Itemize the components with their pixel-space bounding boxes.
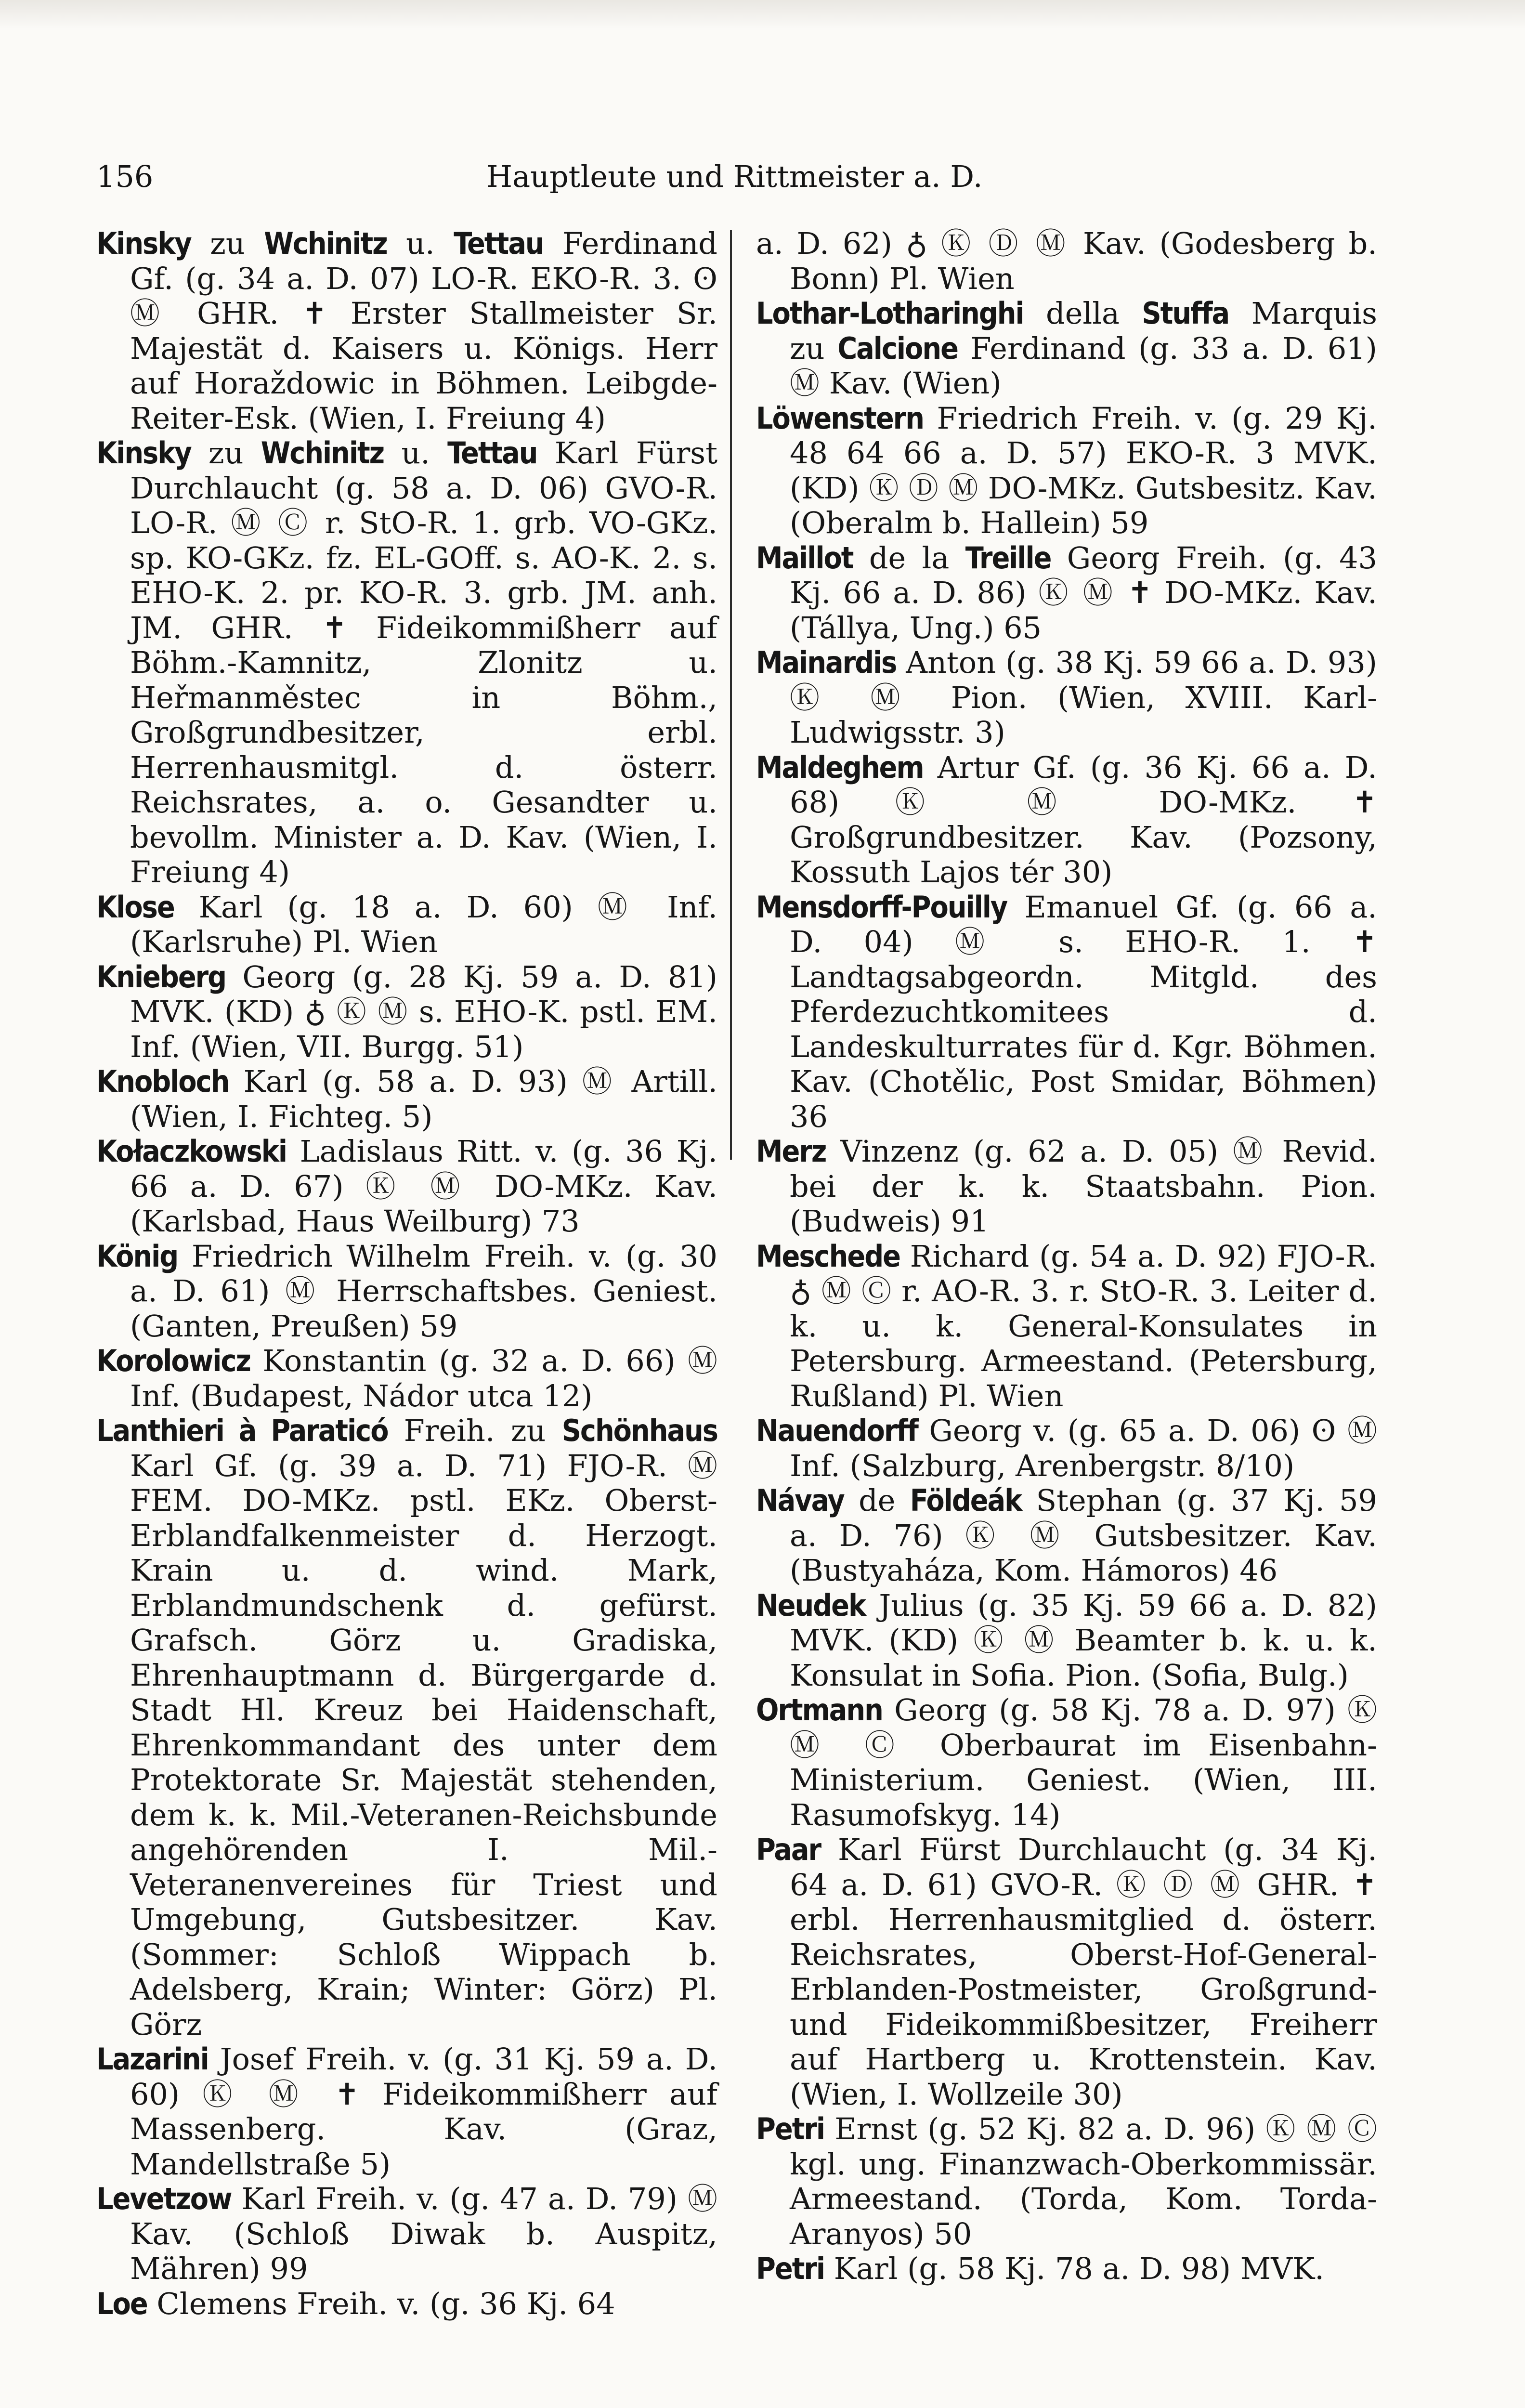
entry-name: Wchinitz [264,226,387,261]
entry-text: Clemens Freih. v. (g. 36 Kj. 64 [147,2286,615,2321]
entry-name: König [96,1238,178,1274]
entry-name: Knieberg [96,959,226,995]
entry [756,401,1377,541]
entry-name: Neudek [756,1587,866,1623]
entry-text: Georg Freih. (g. 43 Kj. 66 a. D. 86) Ⓚ Ⓜ ✝ DO-MKz. Kav. (Tállya, Ung.) 65 [790,540,1378,645]
entry-text: Georg (g. 28 Kj. 59 a. D. 81) MVK. (KD) ♁ Ⓚ Ⓜ s. EHO-K. pstl. EM. Inf. (Wien, VII. Burgg. 51) [130,959,717,1064]
entry [756,1693,1377,1832]
entry [96,890,717,960]
entry-name: Stuffa [1142,296,1229,331]
entry-text: Artur Gf. (g. 36 Kj. 66 a. D. 68) Ⓚ Ⓜ DO-MKz. ✝ Großgrundbesitzer. Kav. (Pozsony, Kossuth Lajos tér 30) [790,749,1377,890]
entry-name: Lothar-Lotharinghi [756,296,1024,331]
page-header [96,159,1445,202]
right-column [756,226,1377,2287]
entry-text: Ladislaus Ritt. v. (g. 36 Kj. 66 a. D. 67) Ⓚ Ⓜ DO-MKz. Kav. (Karlsbad, Haus Weilburg) 73 [130,1134,717,1239]
entry-text: Karl (g. 18 a. D. 60) Ⓜ Inf. (Karlsruhe) Pl. Wien [130,889,717,959]
entry-name: Petri [756,2111,825,2146]
entry-text: Karl Fürst Durchlaucht (g. 58 a. D. 06) GVO-R. LO-R. Ⓜ Ⓒ r. StO-R. 1. grb. VO-GKz. sp. KO-GKz. fz. EL-GOff. s. AO-K. 2. s. EHO-K. 2. pr. KO-R. 3. grb. JM. anh. JM. GHR. ✝ Fideikommißherr auf Böhm.-Kamnitz, Zlonitz u. Heřmanměstec in Böhm., Großgrundbesitzer, erbl. Herrenhausmitgl. d. österr. Reichsrates, a. o. Gesandter u. bevollm. Minister a. D. Kav. (Wien, I. Freiung 4) [130,435,718,890]
entry-text: Karl Gf. (g. 39 a. D. 71) FJO-R. Ⓜ FEM. DO-MKz. pstl. EKz. Oberst-Erblandfalkenmeister d. Herzogt. Krain u. d. wind. Mark, Erblandmundschenk d. gefürst. Grafsch. Görz u. Gradiska, Ehrenhauptmann d. Bürgergarde d. Stadt Hl. Kreuz bei Haidenschaft, Ehrenkommandant des unter dem Protektorate Sr. Majestät stehenden, dem k. k. Mil.-Veteranen-Reichsbunde angehörenden I. Mil.-Veteranenvereines für Triest und Umgebung, Gutsbesitzer. Kav. (Sommer: Schloß Wippach b. Adelsberg, Krain; Winter: Görz) Pl. Görz [130,1448,717,2042]
entry-name: Petri [756,2251,825,2286]
entry-text: Georg v. (g. 65 a. D. 06) ʘ Ⓜ Inf. (Salzburg, Arenbergstr. 8/10) [790,1413,1377,1483]
entry-name: Maillot [756,540,853,576]
entry-text: Ferdinand Gf. (g. 34 a. D. 07) LO-R. EKO-R. 3. ʘ Ⓜ GHR. ✝ Erster Stallmeister Sr. Majestät d. Kaisers u. Königs. Herr auf Horaždowic in Böhmen. Leibgde-Reiter-Esk. (Wien, I. Freiung 4) [130,226,717,436]
entry [756,296,1377,401]
entry-name: Lazarini [96,2042,209,2077]
entry-text: u. [384,435,448,471]
entry [96,436,717,890]
entry-text: Emanuel Gf. (g. 66 a. D. 04) Ⓜ s. EHO-R. 1. ✝ Landtagsabgeordn. Mitgld. des Pferdezuchtkomitees d. Landeskulturrates für d. Kgr. Böhmen. Kav. (Chotělic, Post Smidar, Böhmen) 36 [790,889,1377,1134]
entry [96,960,717,1065]
entry-text: Marquis zu [790,296,1378,366]
entry [96,2287,717,2322]
entry [756,1832,1377,2112]
entry-text: Stephan (g. 37 Kj. 59 a. D. 76) Ⓚ Ⓜ Gutsbesitzer. Kav. (Bustyaháza, Kom. Hámoros) 46 [790,1483,1377,1588]
entry-text: Friedrich Wilhelm Freih. v. (g. 30 a. D. 61) Ⓜ Herrschaftsbes. Geniest. (Ganten, Preußen) 59 [130,1238,717,1344]
entry-name: Tettau [447,435,537,471]
entry-name: Kinsky [96,226,191,261]
entry-text: zu [191,435,261,471]
entry [756,226,1377,296]
entry-text: Freih. zu [388,1413,562,1448]
entry-name: Mainardis [756,645,897,680]
entry [96,1239,717,1344]
entry-text: Karl (g. 58 Kj. 78 a. D. 98) MVK. [824,2251,1325,2286]
entry [96,1344,717,1413]
entry-text: Anton (g. 38 Kj. 59 66 a. D. 93) Ⓚ Ⓜ Pion. (Wien, XVIII. Karl-Ludwigsstr. 3) [790,645,1377,750]
entry [96,1413,717,2042]
entry-name: Kołaczkowski [96,1134,287,1169]
entry-name: Wchinitz [261,435,384,471]
entry-name: Schönhaus [561,1413,717,1448]
entry-text: Karl Freih. v. (g. 47 a. D. 79) Ⓜ Kav. (Schloß Diwak b. Auspitz, Mähren) 99 [130,2181,717,2286]
entry-name: Korolowicz [96,1343,250,1378]
page-number: 156 [96,159,154,194]
column-divider [730,230,732,1160]
entry [756,2251,1377,2287]
entry-name: Návay [756,1483,844,1518]
entry-text: Karl (g. 58 a. D. 93) Ⓜ Artill. (Wien, I. Fichteg. 5) [130,1064,717,1134]
entry-text: Julius (g. 35 Kj. 59 66 a. D. 82) MVK. (KD) Ⓚ Ⓜ Beamter b. k. u. k. Konsulat in Sofia. Pion. (Sofia, Bulg.) [790,1587,1377,1693]
entry-text: de la [853,540,965,576]
entry [96,2042,717,2182]
entry-name: Klose [96,889,174,925]
entry-text: de [844,1483,910,1518]
entry-name: Treille [965,540,1051,576]
entry-text: Ernst (g. 52 Kj. 82 a. D. 96) Ⓚ Ⓜ Ⓒ kgl. ung. Finanzwach-Oberkommissär. Armeestand. (Torda, Kom. Torda-Aranyos) 50 [790,2111,1377,2251]
entry [756,1483,1377,1588]
entry-name: Paar [756,1832,821,1867]
entry [756,1239,1377,1414]
entry-text: a. D. 62) ♁ Ⓚ Ⓓ Ⓜ Kav. (Godesberg b. Bonn) Pl. Wien [756,226,1377,296]
entry-name: Nauendorff [756,1413,918,1448]
entry [756,1134,1377,1239]
entry-text: Karl Fürst Durchlaucht (g. 34 Kj. 64 a. D. 61) GVO-R. Ⓚ Ⓓ Ⓜ GHR. ✝ erbl. Herrenhausmitglied d. österr. Reichsrates, Oberst-Hof-General-Erblanden-Postmeister, Großgrund- und Fideikommißbesitzer, Freiherr auf Hartberg u. Krottenstein. Kav. (Wien, I. Wollzeile 30) [790,1832,1377,2112]
entry-text: Konstantin (g. 32 a. D. 66) Ⓜ Inf. (Budapest, Nádor utca 12) [130,1343,717,1413]
entry-name: Levetzow [96,2181,232,2216]
entry-text: della [1023,296,1142,331]
entry-name: Kinsky [96,435,191,471]
entry-name: Mensdorff-Pouilly [756,889,1007,925]
entry-text: Josef Freih. v. (g. 31 Kj. 59 a. D. 60) Ⓚ Ⓜ ✝ Fideikommißherr auf Massenberg. Kav. (Graz, Mandellstraße 5) [130,2042,717,2182]
entry-name: Maldeghem [756,749,924,785]
entry-name: Földeák [910,1483,1022,1518]
left-column [96,226,717,2321]
entry-name: Knobloch [96,1064,229,1099]
entry-text: Ferdinand (g. 33 a. D. 61) Ⓜ Kav. (Wien) [790,330,1377,401]
entry-text: Richard (g. 54 a. D. 92) FJO-R. ♁ Ⓜ Ⓒ r. AO-R. 3. r. StO-R. 3. Leiter d. k. u. k. General-Konsulates in Petersburg. Armeestand. (Petersburg, Rußland) Pl. Wien [790,1238,1377,1413]
entry [756,890,1377,1135]
entry [756,645,1377,750]
entry-text: zu [191,226,264,261]
entry-text: Friedrich Freih. v. (g. 29 Kj. 48 64 66 a. D. 57) EKO-R. 3 MVK. (KD) Ⓚ Ⓓ Ⓜ DO-MKz. Gutsbesitz. Kav. (Oberalm b. Hallein) 59 [790,400,1377,540]
entry [96,226,717,436]
entry-name: Meschede [756,1238,900,1274]
entry-name: Lanthieri à Paraticó [96,1413,388,1448]
entry-name: Loe [96,2286,147,2321]
entry [756,541,1377,646]
entry [756,1413,1377,1483]
entry [756,1588,1377,1693]
entry-name: Tettau [454,226,544,261]
entry [756,750,1377,890]
entry [96,1134,717,1239]
entry-name: Löwenstern [756,400,924,436]
entry [96,1064,717,1134]
running-title: Hauptleute und Rittmeister a. D. [486,159,983,194]
entry-name: Calcione [837,330,958,366]
scan-edge-shadow [0,0,1525,29]
entry-text: u. [387,226,454,261]
entry [96,2182,717,2287]
entry-name: Merz [756,1134,826,1169]
entry-name: Ortmann [756,1692,883,1727]
entry-text: Vinzenz (g. 62 a. D. 05) Ⓜ Revid. bei der k. k. Staatsbahn. Pion. (Budweis) 91 [790,1134,1377,1239]
entry-text: Georg (g. 58 Kj. 78 a. D. 97) Ⓚ Ⓜ Ⓒ Oberbaurat im Eisenbahn-Ministerium. Geniest. (Wien, III. Rasumofskyg. 14) [790,1692,1377,1832]
entry [756,2112,1377,2251]
